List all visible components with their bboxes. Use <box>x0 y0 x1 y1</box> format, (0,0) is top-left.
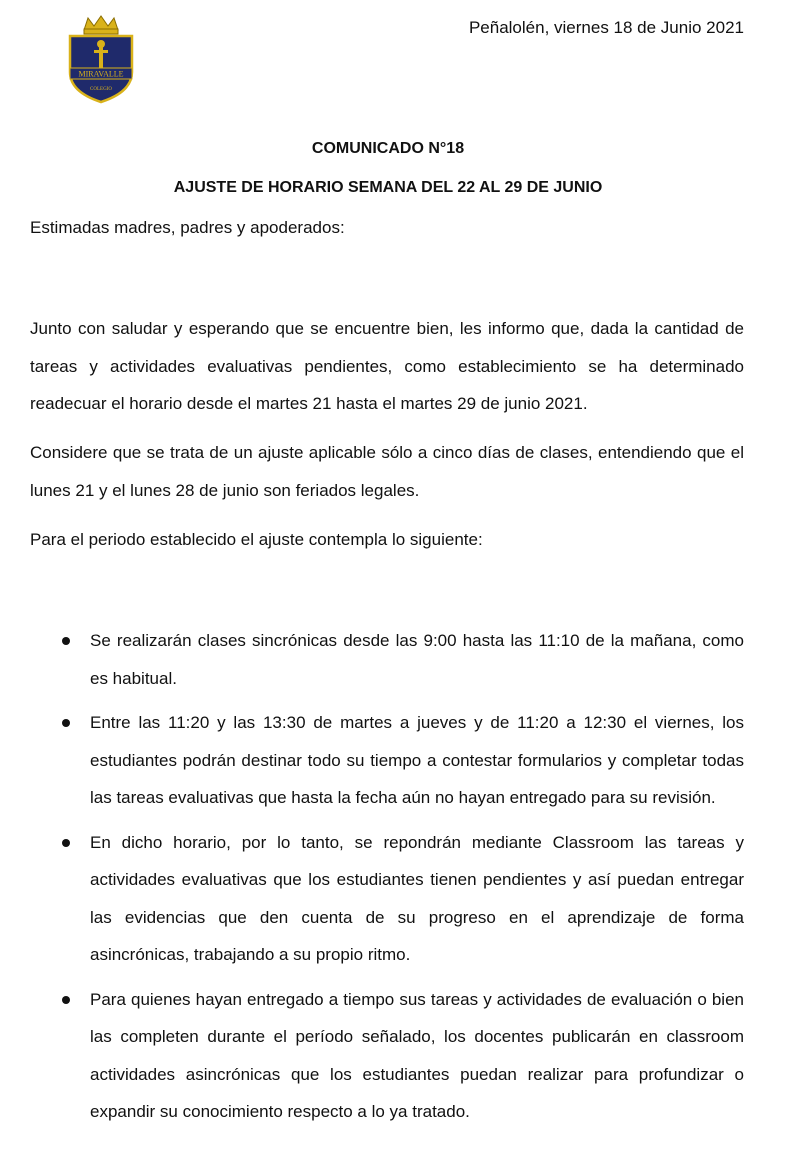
crest-icon <box>62 14 140 104</box>
bullet-icon <box>62 637 70 645</box>
list-item-text: En dicho horario, por lo tanto, se repondrán mediante Classroom las tareas y actividades evaluativas que los estudiantes tienen pendientes y así puedan entregar las evidencias que den cuenta de su progreso en el aprendizaje de forma asincrónicas, trabajando a su propio ritmo. <box>90 832 744 964</box>
list-item <box>0 622 744 697</box>
document-date: Peñalolén, viernes 18 de Junio 2021 <box>468 18 744 37</box>
logo-subtext: COLEGIO <box>90 87 112 92</box>
list-item-text: Se realizarán clases sincrónicas desde las 9:00 hasta las 11:10 de la mañana, como es habitual. <box>90 631 744 688</box>
school-logo <box>62 14 140 104</box>
list-item <box>0 704 744 817</box>
paragraph-holidays: Considere que se trata de un ajuste aplicable sólo a cinco días de clases, entendiendo que el lunes 21 y el lunes 28 de junio son feriados legales. <box>30 443 744 500</box>
paragraph-adjustment: Para el periodo establecido el ajuste contempla lo siguiente: <box>30 530 483 549</box>
list-item <box>0 981 744 1131</box>
logo-text: MIRAVALLE <box>78 69 124 79</box>
adjustment-list <box>0 622 800 1138</box>
list-item <box>0 824 744 974</box>
bullet-icon <box>62 839 70 847</box>
greeting: Estimadas madres, padres y apoderados: <box>30 218 345 237</box>
document-subtitle: AJUSTE DE HORARIO SEMANA DEL 22 AL 29 DE JUNIO <box>173 179 603 196</box>
document-title: COMUNICADO N°18 <box>311 140 465 157</box>
paragraph-intro: Junto con saludar y esperando que se encuentre bien, les informo que, dada la cantidad de tareas y actividades evaluativas pendientes, como establecimiento se ha determinado readecuar el horario desde el martes 21 hasta el martes 29 de junio 2021. <box>30 319 744 413</box>
list-item-text: Entre las 11:20 y las 13:30 de martes a jueves y de 11:20 a 12:30 el viernes, los estudiantes podrán destinar todo su tiempo a contestar formularios y completar todas las tareas evaluativas que hasta la fecha aún no hayan entregado para su revisión. <box>90 713 744 807</box>
bullet-icon <box>62 719 70 727</box>
list-item-text: Para quienes hayan entregado a tiempo sus tareas y actividades de evaluación o bien las completen durante el período señalado, los docentes publicarán en classroom actividades asincrónicas que los estudiantes puedan realizar para profundizar o expandir su conocimiento respecto a lo ya tratado. <box>90 989 744 1121</box>
bullet-icon <box>62 996 70 1004</box>
